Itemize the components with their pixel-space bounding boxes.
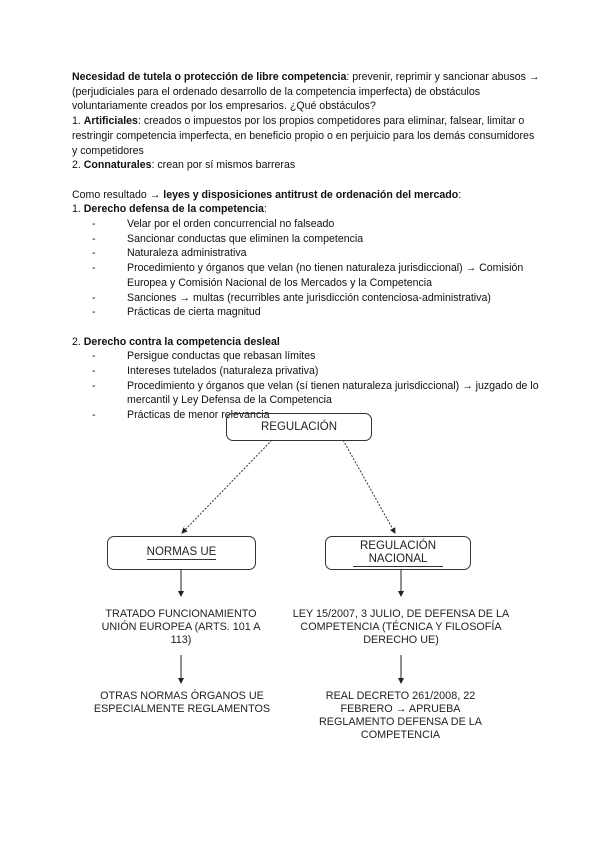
list-item: - Prácticas de menor relevancia [90, 408, 542, 423]
list-item: - Sanciones → multas (recurribles ante jurisdicción contenciosa-administrativa) [90, 291, 542, 306]
list-item: - Procedimiento y órganos que velan (sí tienen naturaleza jurisdiccional) → juzgado de lo mercantil y Ley Defensa de la Competencia [90, 379, 542, 408]
term: Artificiales [83, 115, 138, 128]
node-normas-ue [107, 536, 256, 570]
list-item: - Naturaleza administrativa [90, 246, 542, 261]
list-item: - Procedimiento y órganos que velan (no tienen naturaleza jurisdiccional) → Comisión Europea y Comisión Nacional de los Mercados y la Competencia [90, 261, 542, 290]
node-label: REGULACIÓN [260, 420, 338, 433]
node-tratado: TRATADO FUNCIONAMIENTO UNIÓN EUROPEA (ARTS. 101 A 113) [101, 608, 261, 646]
node-otras-normas: OTRAS NORMAS ÓRGANOS UE ESPECIALMENTE REGLAMENTOS [93, 690, 271, 715]
heading: Derecho defensa de la competencia [83, 203, 264, 216]
list-item: - Prácticas de cierta magnitud [90, 305, 542, 320]
num: 1. [72, 115, 84, 128]
num: 2. [72, 335, 84, 348]
result-text: Como resultado → [72, 188, 164, 201]
colon: : [458, 188, 462, 201]
intro-text: : prevenir, reprimir y sancionar abusos → (perjudiciales para el ordenado desarrollo de la competencia imperfecta) de obstáculos voluntariamente creados por los empresarios. ¿Qué obstáculos? [72, 71, 540, 113]
list-item: - Persigue conductas que rebasan límites [90, 349, 542, 364]
dashed-arrow-right [343, 440, 395, 533]
node-label: NORMAS UE [146, 546, 217, 558]
list-item: - Intereses tutelados (naturaleza privativa) [90, 364, 542, 379]
definition: : crean por sí mismos barreras [151, 159, 296, 172]
num: 1. [72, 203, 84, 216]
node-ley-15-2007: LEY 15/2007, 3 JULIO, DE DEFENSA DE LA COMPETENCIA (TÉCNICA Y FILOSOFÍA DERECHO UE) [292, 608, 510, 646]
intro-heading: Necesidad de tutela o protección de libre competencia [72, 71, 347, 83]
node-label: REGULACIÓN NACIONAL [353, 540, 443, 567]
node-regulacion-nacional [325, 536, 471, 570]
node-real-decreto: REAL DECRETO 261/2008, 22 FEBRERO → APRUEBA REGLAMENTO DEFENSA DE LA COMPETENCIA [319, 690, 482, 741]
result-bold: leyes y disposiciones antitrust de ordenación del mercado [163, 188, 459, 201]
list-item: - Velar por el orden concurrencial no falseado [90, 217, 542, 232]
num: 2. [72, 159, 84, 172]
colon: : [263, 203, 267, 216]
heading: Derecho contra la competencia desleal [83, 335, 280, 348]
list-item: - Sancionar conductas que eliminen la competencia [90, 232, 542, 247]
definition: : creados o impuestos por los propios competidores para eliminar, falsear, limitar o restringir competencia imperfecta, en beneficio propio o en perjuicio para los demás consumidores y competidores [72, 115, 535, 157]
dashed-arrow-left [182, 440, 272, 533]
node-regulacion [226, 413, 372, 441]
term: Connaturales [83, 159, 152, 172]
